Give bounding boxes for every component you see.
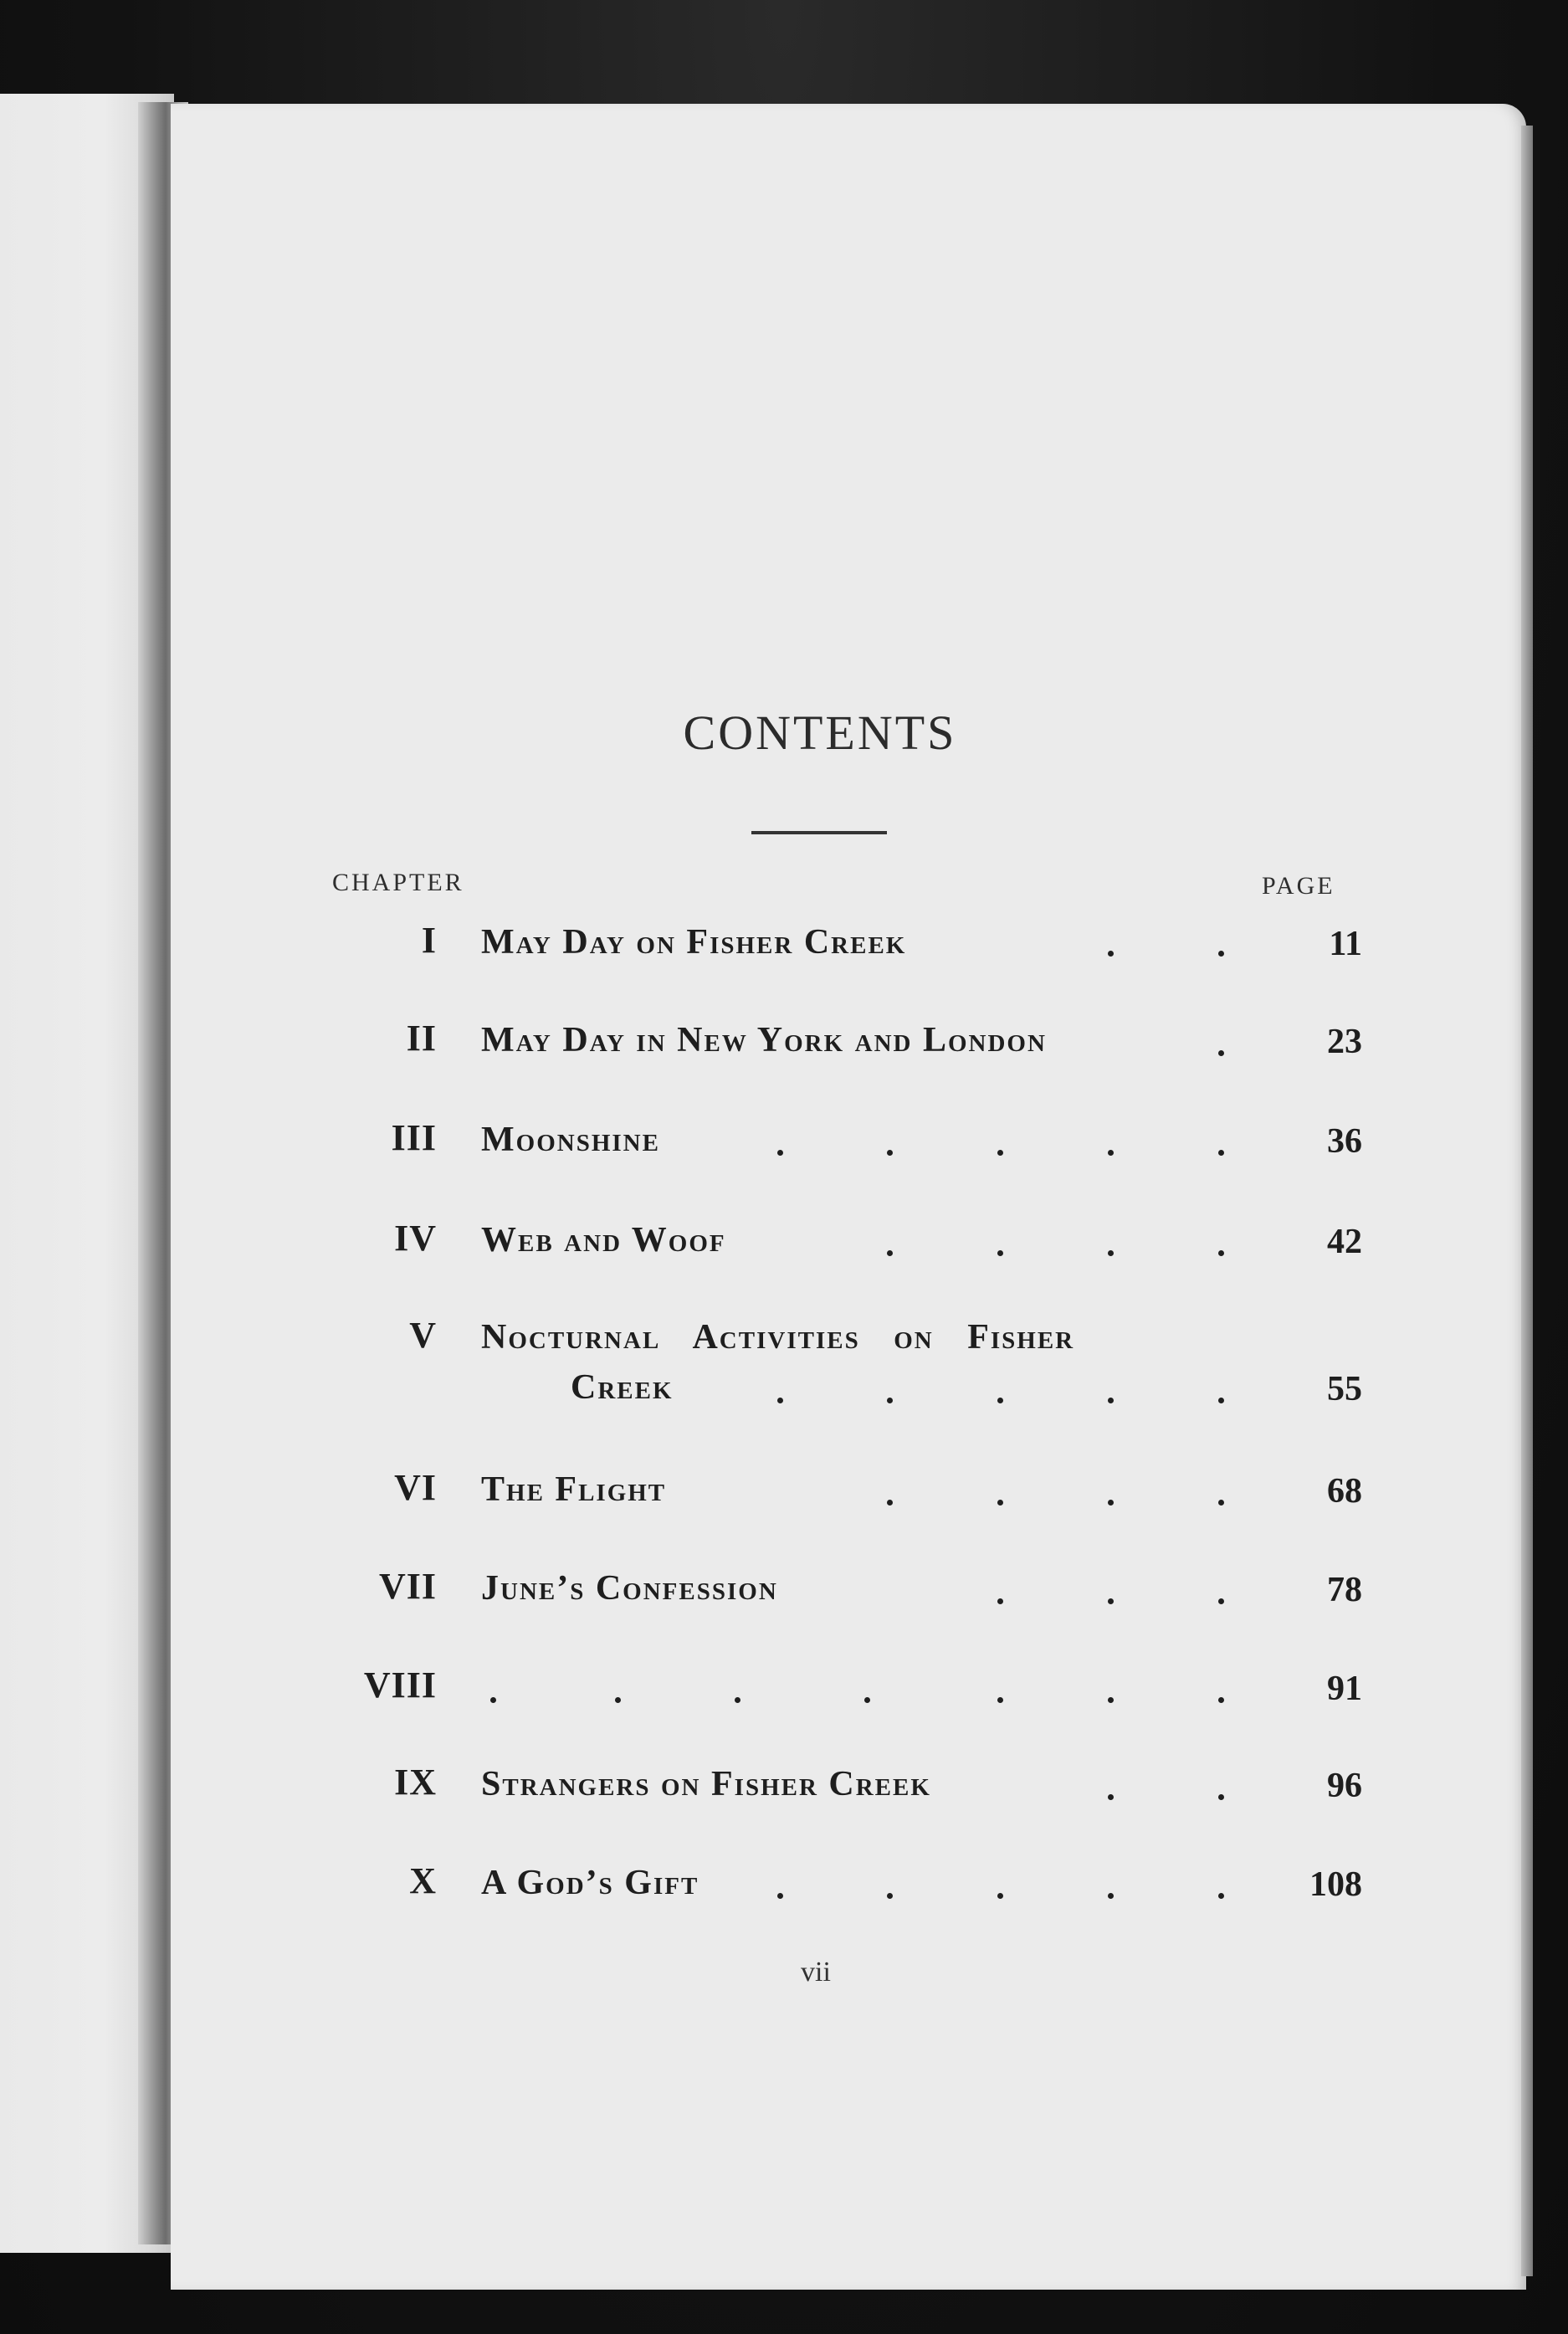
page-number: 36 [1327, 1122, 1362, 1161]
toc-entry [0, 1466, 1568, 1525]
leader-dot [777, 1398, 783, 1403]
toc-entry [0, 1860, 1568, 1918]
toc-entry [0, 1116, 1568, 1175]
leader-dot [1218, 1150, 1224, 1156]
leader-dot [1108, 1794, 1114, 1800]
leader-dot [1108, 1598, 1114, 1604]
leader-dot [777, 1893, 783, 1899]
chapter-number: VIII [363, 1665, 437, 1706]
chapter-title: Moonshine [481, 1121, 660, 1159]
chapter-number: V [409, 1315, 437, 1356]
leader-dot [1108, 1697, 1114, 1703]
leader-dot [1218, 1697, 1224, 1703]
chapter-title: Nocturnal Activities on Fisher [481, 1318, 1075, 1357]
chapter-number: I [421, 920, 437, 961]
leader-dot [997, 1150, 1003, 1156]
leader-dot [1218, 1794, 1224, 1800]
leader-dot [615, 1697, 621, 1703]
leader-dot [1108, 1250, 1114, 1256]
chapter-number: VI [394, 1467, 437, 1508]
toc-entry [0, 919, 1568, 977]
page-folio: vii [801, 1957, 831, 1988]
leader-dot [997, 1598, 1003, 1604]
toc-entry [0, 1017, 1568, 1075]
leader-dot [1218, 1250, 1224, 1256]
leader-dot [777, 1150, 783, 1156]
chapter-number: VII [378, 1566, 437, 1607]
page-title: CONTENTS [683, 705, 957, 760]
leader-dot [1108, 1893, 1114, 1899]
leader-dot [1218, 1598, 1224, 1604]
leader-dot [1218, 1893, 1224, 1899]
chapter-number: III [391, 1117, 437, 1158]
chapter-title: Strangers on Fisher Creek [481, 1765, 931, 1803]
page-number: 108 [1309, 1865, 1362, 1904]
toc-entry [0, 1664, 1568, 1722]
leader-dot [887, 1150, 893, 1156]
leader-dot [1108, 1150, 1114, 1156]
toc-entry [0, 1217, 1568, 1275]
page-edge [1521, 126, 1533, 2276]
chapter-column-header: CHAPTER [332, 869, 464, 896]
leader-dot [1108, 951, 1114, 957]
toc-entry [0, 1565, 1568, 1624]
chapter-title: May Day in New York and London [481, 1021, 1047, 1059]
chapter-number: IV [394, 1218, 437, 1259]
leader-dot [490, 1697, 496, 1703]
leader-dot [1218, 1398, 1224, 1403]
page-column-header: PAGE [1262, 872, 1335, 900]
chapter-number: IX [394, 1762, 437, 1803]
leader-dot [864, 1697, 870, 1703]
leader-dot [997, 1250, 1003, 1256]
page-number: 78 [1327, 1571, 1362, 1609]
leader-dot [887, 1500, 893, 1506]
leader-dot [887, 1398, 893, 1403]
chapter-title-continued: Creek [571, 1368, 674, 1407]
page-number: 96 [1327, 1767, 1362, 1805]
chapter-title: June’s Confession [481, 1569, 778, 1608]
leader-dot [1108, 1398, 1114, 1403]
chapter-title: May Day on Fisher Creek [481, 923, 907, 962]
toc-entry [0, 1761, 1568, 1819]
leader-dot [1218, 1500, 1224, 1506]
leader-dot [997, 1398, 1003, 1403]
page-number: 55 [1327, 1370, 1362, 1408]
chapter-number: X [409, 1860, 437, 1901]
leader-dot [997, 1893, 1003, 1899]
page-number: 68 [1327, 1472, 1362, 1511]
leader-dot [1218, 1050, 1224, 1056]
leader-dot [887, 1893, 893, 1899]
chapter-title: Web and Woof [481, 1221, 726, 1259]
leader-dot [735, 1697, 740, 1703]
page-number: 23 [1327, 1023, 1362, 1061]
leader-dot [1218, 951, 1224, 957]
page-number: 42 [1327, 1223, 1362, 1261]
leader-dot [997, 1500, 1003, 1506]
page-number: 91 [1327, 1670, 1362, 1708]
chapter-title: The Flight [481, 1470, 667, 1509]
page-number: 11 [1329, 925, 1362, 963]
leader-dot [1108, 1500, 1114, 1506]
leader-dot [887, 1250, 893, 1256]
leader-dot [997, 1697, 1003, 1703]
chapter-number: II [406, 1018, 437, 1059]
title-rule [751, 831, 887, 834]
toc-entry [0, 1314, 1568, 1423]
chapter-title: A God’s Gift [481, 1864, 699, 1902]
